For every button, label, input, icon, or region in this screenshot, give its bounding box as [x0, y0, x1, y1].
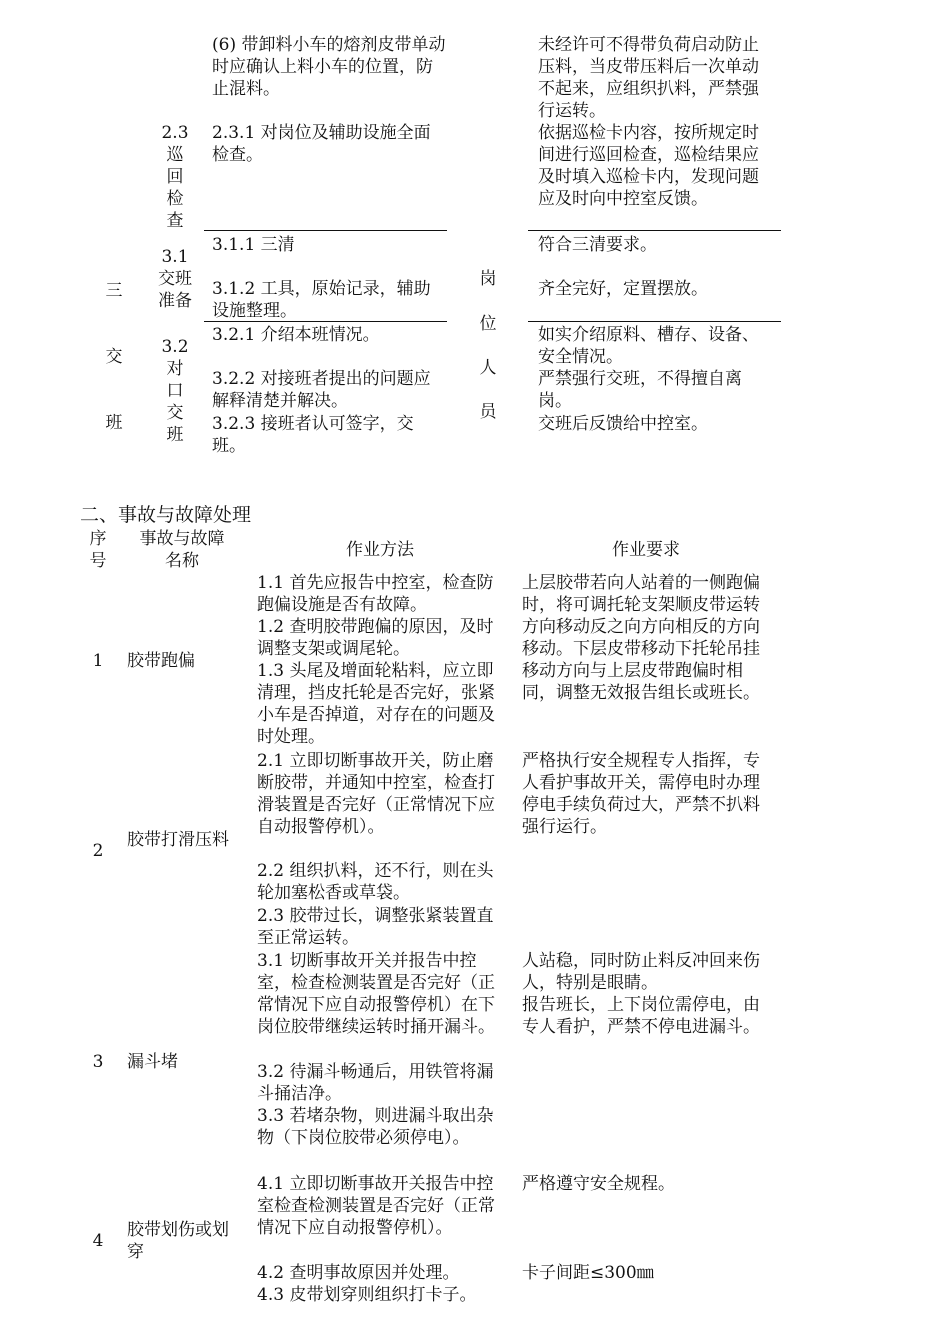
section-2-3-char: 检: [166, 189, 184, 209]
section-3-2-char: 口: [166, 381, 184, 401]
section-3-2-char: 交: [166, 403, 184, 423]
fault-method: 3.3 若堵杂物，则进漏斗取出杂物（下岗位胶带必须停电）。: [257, 1106, 494, 1148]
step-3-2-2-method: 3.2.2 对接班者提出的问题应解释清楚并解决。: [212, 369, 431, 411]
step-3-2-2-requirement: 严禁强行交班，不得擅自离岗。: [538, 369, 742, 411]
step-3-1-1-method: 3.1.1 三清: [212, 235, 295, 255]
table-divider: [528, 321, 781, 322]
fault-requirement: 报告班长，上下岗位需停电，由专人看护，严禁不停电进漏斗。: [522, 995, 760, 1037]
step-3-2-1-method: 3.2.1 介绍本班情况。: [212, 325, 380, 345]
post-label-char: 位: [479, 314, 497, 334]
stage-label-char: 班: [105, 413, 123, 433]
fault-requirement: 严格遵守安全规程。: [522, 1174, 675, 1194]
section-3-2-number: 3.2: [161, 337, 189, 357]
header-fault-name: 事故与故障: [139, 529, 225, 549]
section-3-2-char: 对: [166, 359, 184, 379]
section-3-2-char: 班: [166, 425, 184, 445]
step-2-3-1-requirement: 依据巡检卡内容，按所规定时间进行巡回检查，巡检结果应及时填入巡检卡内，发现问题应及时向中控室反馈。: [538, 123, 759, 209]
section-3-1-name: 准备: [158, 291, 192, 311]
fault-name: 胶带跑偏: [127, 651, 195, 671]
fault-number: 3: [92, 1052, 104, 1072]
fault-method: 1.3 头尾及增面轮粘料，应立即清理，挡皮托轮是否完好，张紧小车是否掉道，对存在的问题及时处理。: [257, 661, 495, 747]
post-label-char: 员: [479, 402, 497, 422]
fault-method: 4.1 立即切断事故开关报告中控室检查检测装置是否完好（正常情况下应自动报警停机）。: [257, 1174, 495, 1238]
section-title: 二、事故与故障处理: [80, 504, 252, 526]
step-3-2-3-method: 3.2.3 接班者认可签字，交班。: [212, 414, 414, 456]
section-3-1-name: 交班: [158, 269, 192, 289]
header-fault-name: 名称: [165, 551, 199, 571]
fault-number: 2: [92, 841, 104, 861]
section-2-3-char: 查: [166, 211, 184, 231]
fault-number: 1: [92, 651, 104, 671]
step-3-1-2-requirement: 齐全完好，定置摆放。: [538, 279, 708, 299]
step-6-requirement: 未经许可不得带负荷启动防止压料，当皮带压料后一次单动不起来，应组织扒料，严禁强行运转。: [538, 35, 759, 121]
table-divider: [528, 230, 781, 231]
header-method: 作业方法: [346, 540, 414, 560]
fault-requirement: 人站稳，同时防止料反冲回来伤人，特别是眼睛。: [522, 951, 760, 993]
fault-number: 4: [92, 1231, 104, 1251]
fault-method: 4.3 皮带划穿则组织打卡子。: [257, 1285, 477, 1305]
step-3-1-1-requirement: 符合三清要求。: [538, 235, 657, 255]
stage-label-char: 交: [105, 347, 123, 367]
header-seq: 序: [89, 529, 107, 549]
fault-method: 2.3 胶带过长，调整张紧装置直至正常运转。: [257, 906, 494, 948]
fault-requirement: 严格执行安全规程专人指挥，专人看护事故开关，需停电时办理停电手续负荷过大，严禁不扒料强行运行。: [522, 751, 760, 837]
step-3-2-1-requirement: 如实介绍原料、槽存、设备、安全情况。: [538, 325, 759, 367]
fault-method: 3.2 待漏斗畅通后，用铁管将漏斗捅洁净。: [257, 1062, 494, 1104]
header-requirement: 作业要求: [612, 540, 680, 560]
fault-method: 4.2 查明事故原因并处理。: [257, 1263, 460, 1283]
fault-name: 胶带打滑压料: [127, 830, 229, 850]
fault-method: 1.2 查明胶带跑偏的原因，及时调整支架或调尾轮。: [257, 617, 494, 659]
table-divider: [204, 230, 447, 231]
section-2-3-char: 回: [166, 167, 184, 187]
fault-requirement: 卡子间距≤300㎜: [522, 1263, 654, 1283]
step-3-2-3-requirement: 交班后反馈给中控室。: [538, 414, 708, 434]
section-3-1-number: 3.1: [161, 247, 189, 267]
post-label-char: 人: [479, 358, 497, 378]
stage-label-char: 三: [105, 281, 123, 301]
fault-method: 3.1 切断事故开关并报告中控室，检查检测装置是否完好（正常情况下应自动报警停机）在下岗位胶带继续运转时捅开漏斗。: [257, 951, 495, 1037]
post-label-char: 岗: [479, 269, 497, 289]
section-2-3-number: 2.3: [161, 123, 189, 143]
fault-method: 2.2 组织扒料，还不行，则在头轮加塞松香或草袋。: [257, 861, 494, 903]
fault-requirement: 上层胶带若向人站着的一侧跑偏时，将可调托轮支架顺皮带运转方向移动反之向方向相反的方向移动。下层皮带移动下托轮吊挂移动方向与上层皮带跑偏时相同，调整无效报告组长或班长。: [522, 573, 760, 703]
table-divider: [204, 321, 447, 322]
section-2-3-char: 巡: [166, 145, 184, 165]
step-6-method: (6) 带卸料小车的熔剂皮带单动时应确认上料小车的位置，防止混料。: [212, 35, 446, 99]
fault-name: 漏斗堵: [127, 1052, 178, 1072]
step-2-3-1-method: 2.3.1 对岗位及辅助设施全面检查。: [212, 123, 431, 165]
fault-method: 2.1 立即切断事故开关，防止磨断胶带，并通知中控室，检查打滑装置是否完好（正常情况下应自动报警停机）。: [257, 751, 495, 837]
step-3-1-2-method: 3.1.2 工具，原始记录，辅助设施整理。: [212, 279, 431, 321]
fault-method: 1.1 首先应报告中控室，检查防跑偏设施是否有故障。: [257, 573, 494, 615]
header-seq: 号: [89, 551, 107, 571]
fault-name: 胶带划伤或划穿: [127, 1220, 229, 1262]
